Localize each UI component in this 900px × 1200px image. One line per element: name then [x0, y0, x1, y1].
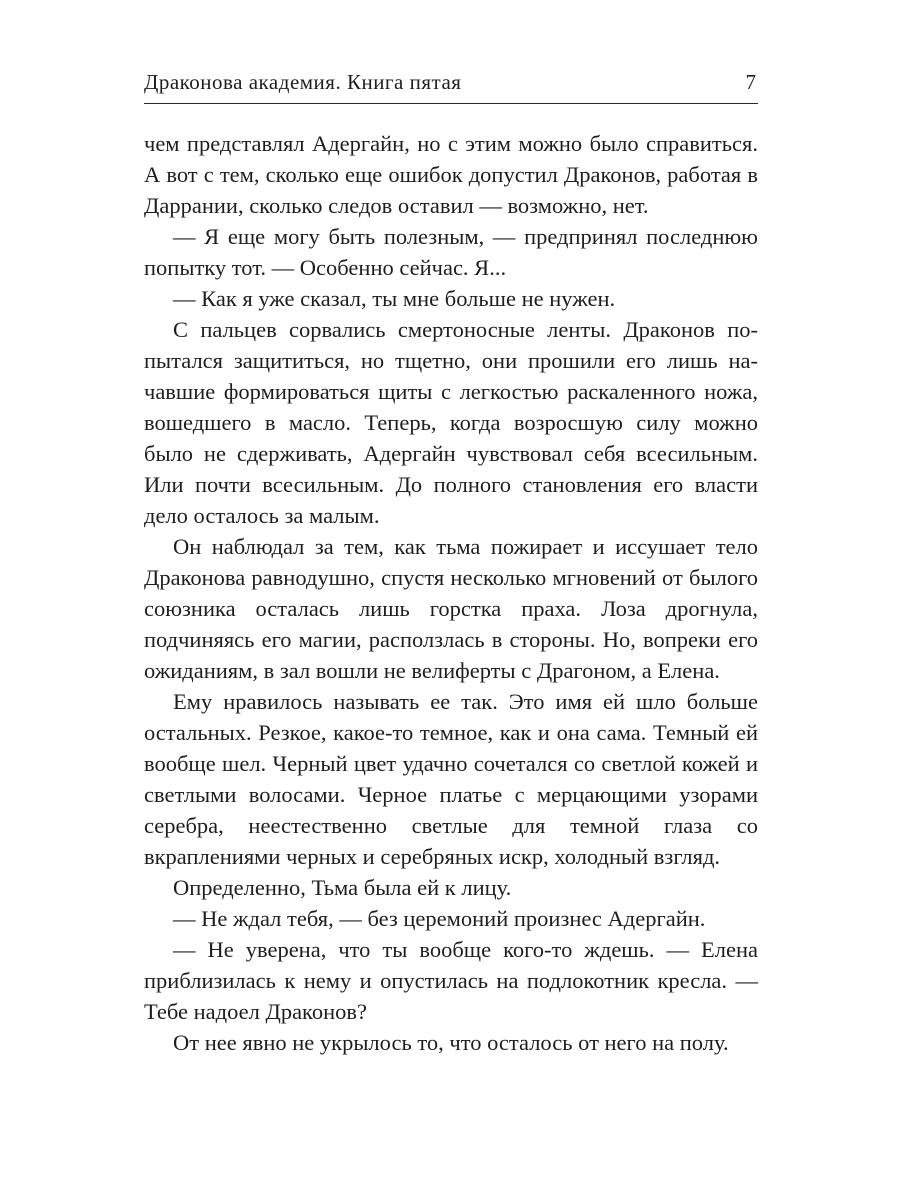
paragraph: — Как я уже сказал, ты мне больше не нужен.	[173, 286, 616, 311]
paragraph: — Не уверена, что ты вообще кого-то ждешь. — Елена приблизилась к нему и опустилась на подлокотник кресла. — Тебе надоел Драконов?	[144, 937, 758, 1024]
paragraph: Ему нравилось называть ее так. Это имя ей шло больше остальных. Резкое, какое-то темное, как и она сама. Темный ей вообще шел. Черный цвет удачно сочетался со светлой кожей и светлыми волосами. Черное платье с мерцающими узорами серебра, неестественно светлые для темной глаза со вкраплениями черных и серебряных искр, холодный взгляд.	[144, 689, 758, 869]
paragraph: — Не ждал тебя, — без церемоний произнес Адергайн.	[173, 906, 706, 931]
paragraph: чем представлял Адергайн, но с этим можно было справиться. А вот с тем, сколько еще ошибок допустил Драконов, работая в Даррании, сколько следов оставил — возможно, нет.	[144, 131, 758, 218]
paragraph: От нее явно не укрылось то, что осталось от него на полу.	[173, 1030, 729, 1055]
page-number: 7	[745, 70, 756, 94]
paragraph: Он наблюдал за тем, как тьма пожирает и иссушает тело Драконова равнодушно, спустя несколько мгновений от былого союзника осталась лишь горстка праха. Лоза дрогнула, подчиняясь его магии, расползлась в стороны. Но, вопреки его ожиданиям, в зал вошли не велиферты с Драгоном, а Елена.	[144, 534, 758, 683]
paragraph: Определенно, Тьма была ей к лицу.	[173, 875, 512, 900]
paragraph: — Я еще могу быть полезным, — предпринял последнюю попытку тот. — Особенно сейчас. Я...	[144, 224, 758, 280]
running-title: Драконова академия. Книга пятая	[144, 70, 462, 94]
paragraph: С пальцев сорвались смертоносные ленты. Драконов попытался защититься, но тщетно, они прошили его лишь начавшие формироваться щиты с легкостью раскаленного ножа, вошедшего в масло. Теперь, когда возросшую силу можно было не сдерживать, Адергайн чувствовал себя всесильным. Или почти всесильным. До полного становления его власти дело осталось за малым.	[144, 317, 758, 528]
body-text	[144, 128, 758, 1058]
page-header	[144, 66, 758, 100]
header-divider	[144, 103, 758, 104]
